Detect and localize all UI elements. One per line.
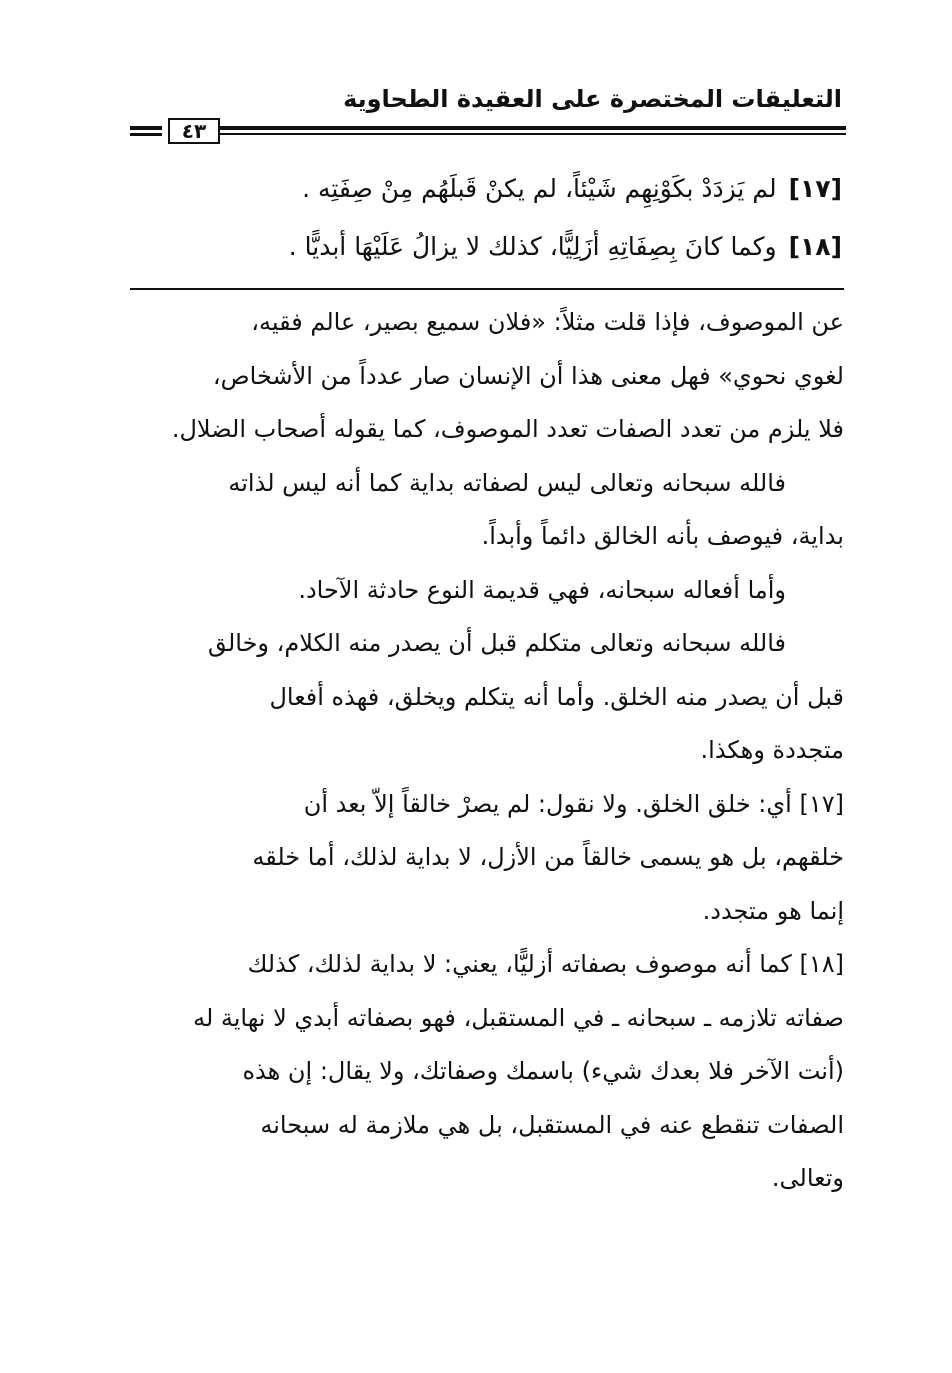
commentary-line: لغوي نحوي» فهل معنى هذا أن الإنسان صار عدداً من الأشخاص، bbox=[212, 361, 844, 390]
header-rule-stub-top bbox=[130, 126, 162, 130]
commentary-line: (أنت الآخر فلا بعدك شيء) باسمك وصفاتك، ولا يقال: إن هذه bbox=[242, 1057, 844, 1085]
note-number: [١٨] bbox=[788, 232, 842, 261]
commentary-line: [١٧] أي: خلق الخلق. ولا نقول: لم يصرْ خالقاً إلاّ بعد أن bbox=[303, 789, 844, 818]
footnote-separator bbox=[130, 288, 844, 290]
running-title: التعليقات المختصرة على العقيدة الطحاوية bbox=[343, 85, 842, 113]
commentary-line: وتعالى. bbox=[771, 1164, 844, 1192]
commentary-line: الصفات تنقطع عنه في المستقبل، بل هي ملازمة له سبحانه bbox=[260, 1110, 844, 1139]
header-rule-thin bbox=[220, 133, 846, 135]
header-rule-stub-bottom bbox=[130, 133, 162, 136]
commentary-line: قبل أن يصدر منه الخلق. وأما أنه يتكلم ويخلق، فهذه أفعال bbox=[269, 682, 844, 711]
commentary-line: وأما أفعاله سبحانه، فهي قديمة النوع حادثة الآحاد. bbox=[298, 575, 786, 604]
commentary-line: [١٨] كما أنه موصوف بصفاته أزليًّا، يعني: لا بداية لذلك، كذلك bbox=[247, 950, 844, 978]
commentary-line: إنما هو متجدد. bbox=[702, 896, 844, 925]
commentary-line: فلا يلزم من تعدد الصفات تعدد الموصوف، كما يقوله أصحاب الضلال. bbox=[171, 415, 844, 443]
page-number: ٤٣ bbox=[168, 118, 220, 144]
commentary-line: عن الموصوف، فإذا قلت مثلاً: «فلان سميع بصير، عالم فقيه، bbox=[251, 308, 844, 336]
main-text-line bbox=[130, 160, 842, 218]
main-text-content: وكما كانَ بِصِفَاتِهِ أزَلِيًّا، كذلك لا يزالُ عَلَيْهَا أبديًّا . bbox=[288, 232, 777, 261]
commentary-line: متجددة وهكذا. bbox=[700, 736, 844, 764]
main-text bbox=[130, 160, 842, 276]
main-text-content: لم يَزدَدْ بكَوْنِهِم شَيْئاً، لم يكنْ قَبلَهُم مِنْ صِفَتِه . bbox=[302, 174, 777, 203]
commentary-line: بداية، فيوصف بأنه الخالق دائماً وأبداً. bbox=[481, 522, 844, 550]
header-rule-thick bbox=[220, 126, 846, 130]
commentary-line: فالله سبحانه وتعالى متكلم قبل أن يصدر منه الكلام، وخالق bbox=[207, 629, 786, 657]
commentary-line: صفاته تلازمه ـ سبحانه ـ في المستقبل، فهو بصفاته أبدي لا نهاية له bbox=[193, 1003, 844, 1032]
commentary bbox=[128, 296, 844, 1206]
commentary-line: خلقهم، بل هو يسمى خالقاً من الأزل، لا بداية لذلك، أما خلقه bbox=[252, 843, 844, 871]
commentary-line: فالله سبحانه وتعالى ليس لصفاته بداية كما أنه ليس لذاته bbox=[228, 468, 786, 497]
main-text-line bbox=[130, 218, 842, 276]
header-rule bbox=[130, 118, 846, 148]
note-number: [١٧] bbox=[788, 174, 842, 203]
